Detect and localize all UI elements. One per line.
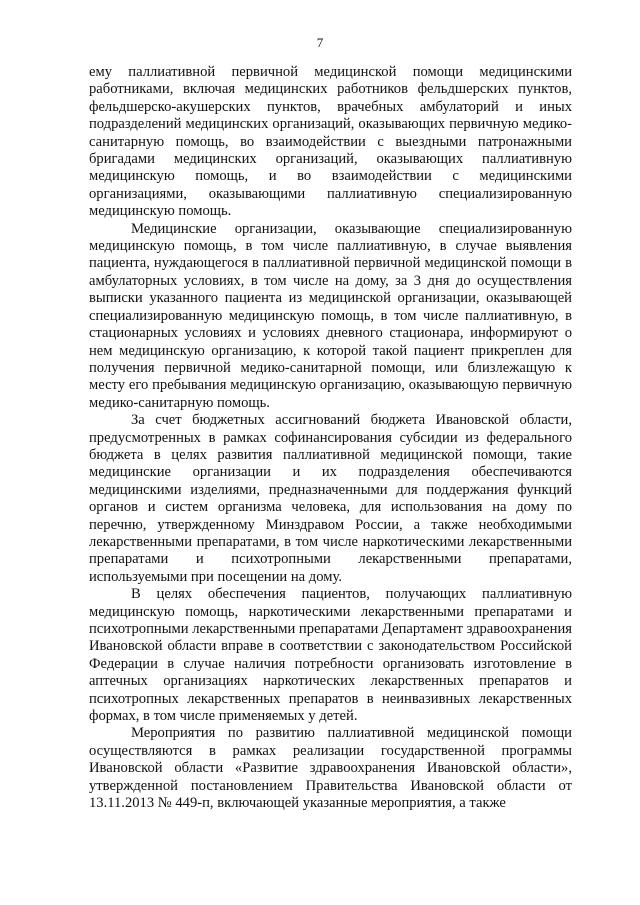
paragraph-continuation: ему паллиативной первичной медицинской помощи медицинскими работниками, включая медицинских работников фельдшерских пунктов, фельдшерско-акушерских пунктов, врачебных амбулаторий и иных подразделений медицинских организаций, оказывающих первичную медико-санитарную помощь, во взаимодействии с выездными патронажными бригадами медицинских организаций, оказывающих паллиативную медицинскую помощь, и во взаимодействии с медицинскими организациями, оказывающими паллиативную специализированную медицинскую помощь. xyxy=(89,64,572,220)
paragraph-narcotic-drugs: В целях обеспечения пациентов, получающих паллиативную медицинскую помощь, наркотическими лекарственными препаратами и психотропными лекарственными препаратами Департамент здравоохранения Ивановской области вправе в соответствии с законодательством Российской Федерации в случае наличия потребности организовать изготовление в аптечных организациях наркотических лекарственных препаратов и психотропных лекарственных препаратов в неинвазивных лекарственных формах, в том числе применяемых у детей. xyxy=(89,586,572,725)
paragraph-specialized-organizations: Медицинские организации, оказывающие специализированную медицинскую помощь, в том числе паллиативную, в случае выявления пациента, нуждающегося в паллиативной первичной медицинской помощи в амбулаторных условиях, в том числе на дому, за 3 дня до осуществления выписки указанного пациента из медицинской организации, оказывающей специализированную медицинскую помощь, в том числе паллиативную, в стационарных условиях и условиях дневного стационара, информируют о нем медицинскую организацию, к которой такой пациент прикреплен для получения первичной медико-санитарной помощи, или близлежащую к месту его пребывания медицинскую организацию, оказывающую первичную медико-санитарную помощь. xyxy=(89,220,572,411)
paragraph-budget-funding: За счет бюджетных ассигнований бюджета Ивановской области, предусмотренных в рамках софинансирования субсидии из федерального бюджета в целях развития паллиативной медицинской помощи, такие медицинские организации и их подразделения обеспечиваются медицинскими изделиями, предназначенными для поддержания функций органов и систем организма человека, для использования на дому по перечню, утвержденному Минздравом России, а также необходимыми лекарственными препаратами, в том числе наркотическими лекарственными препаратами и психотропными лекарственными препаратами, используемыми при посещении на дому. xyxy=(89,412,572,585)
page-number: 7 xyxy=(316,35,324,50)
document-body xyxy=(89,64,572,812)
paragraph-state-program: Мероприятия по развитию паллиативной медицинской помощи осуществляются в рамках реализации государственной программы Ивановской области «Развитие здравоохранения Ивановской области», утвержденной постановлением Правительства Ивановской области от 13.11.2013 № 449-п, включающей указанные мероприятия, а также xyxy=(89,725,572,812)
